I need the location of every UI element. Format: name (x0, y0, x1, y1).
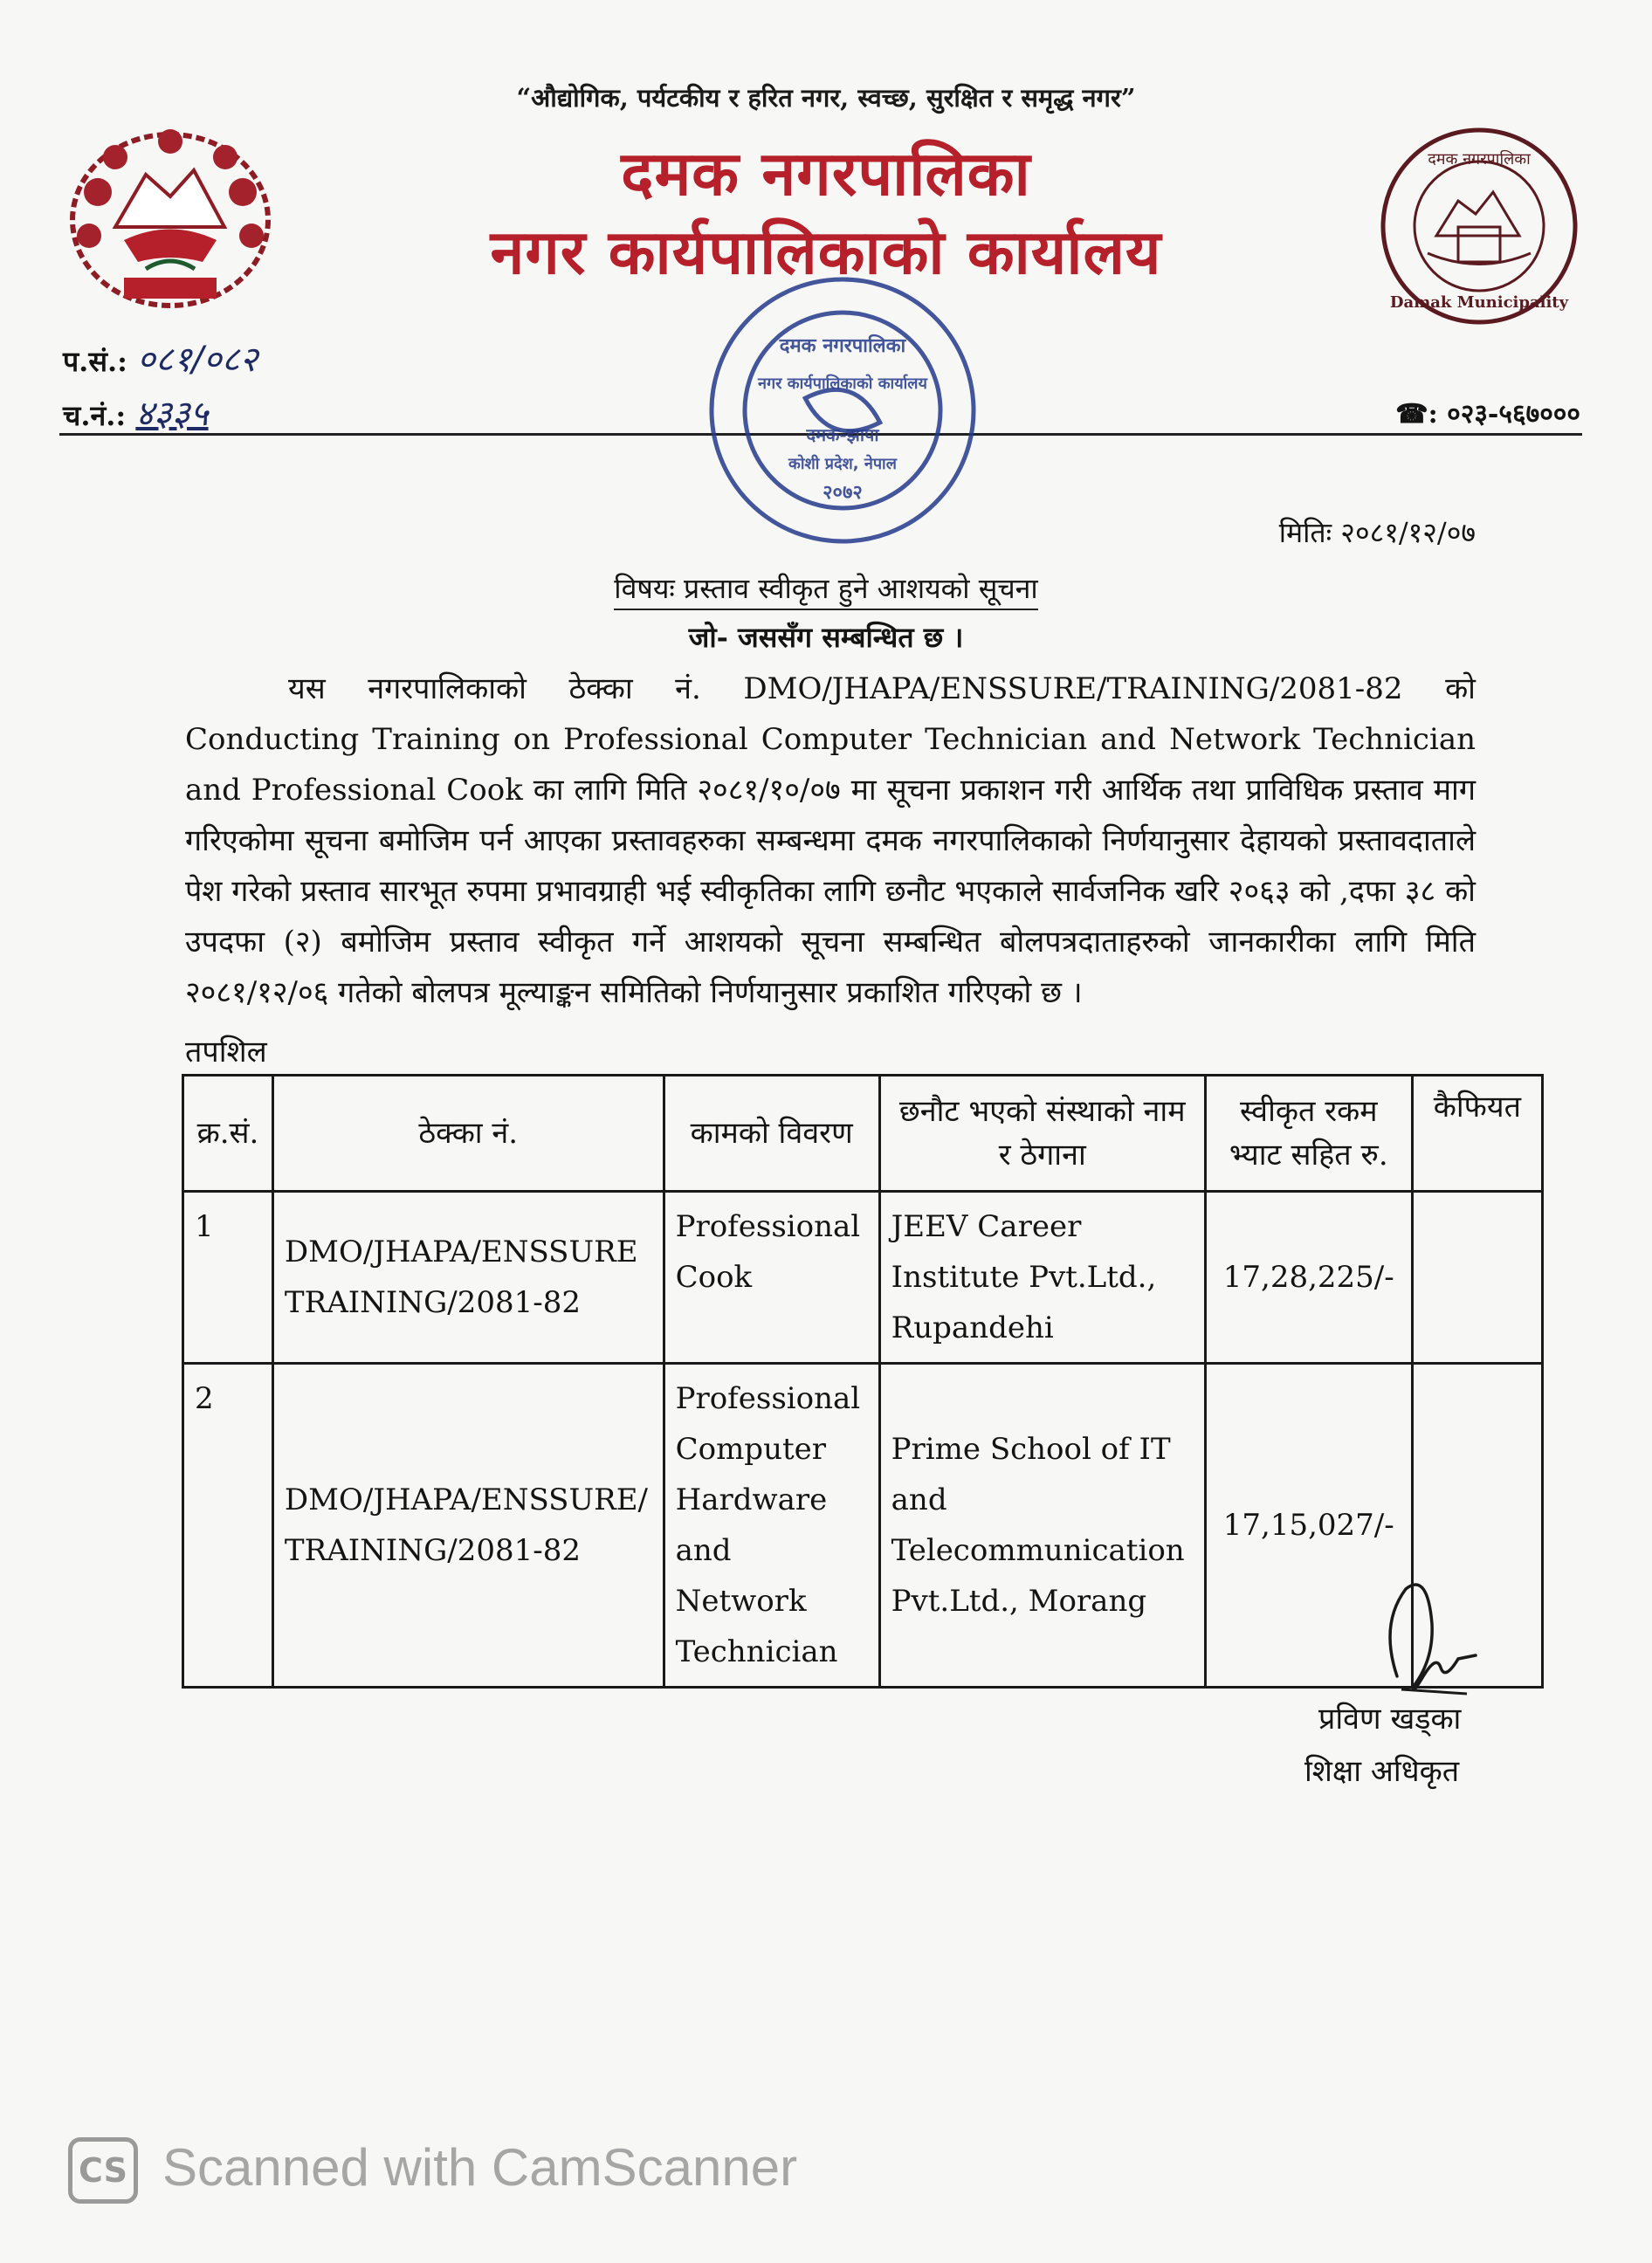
damak-municipality-seal-icon (1375, 122, 1583, 330)
cell-contract-number: DMO/JHAPA/ENSSURE/ TRAINING/2081-82 (272, 1364, 664, 1688)
cell-work-description: Professional Cook (664, 1192, 879, 1364)
stamp-line-2: नगर कार्यपालिकाको कार्यालय (758, 375, 927, 393)
office-phone: ☎: ०२३-५६७००० (1395, 399, 1580, 430)
seal-text-bottom: Damak Municipality (1389, 293, 1569, 312)
reference-number (63, 334, 258, 382)
header-contract-number: ठेक्का नं. (272, 1076, 664, 1192)
signatory-title: शिक्षा अधिकृत (1304, 1754, 1460, 1789)
cell-remarks (1412, 1192, 1542, 1364)
stamp-line-1: दमक नगरपालिका (779, 335, 906, 357)
notice-audience: जो- जससँग सम्बन्धित छ । (688, 621, 964, 654)
dispatch-label: च.नं.: (63, 399, 127, 432)
signatory-name: प्रविण खड्का (1318, 1702, 1462, 1737)
cell-selected-organization: JEEV Career Institute Pvt.Ltd., Rupandehi (879, 1192, 1205, 1364)
table-header-row (183, 1076, 1543, 1192)
office-stamp-icon (699, 266, 987, 554)
reference-value: ०८१/०८२ (137, 340, 258, 380)
seal-text-top: दमक नगरपालिका (1428, 150, 1531, 169)
cell-approved-amount: 17,28,225/- (1205, 1192, 1412, 1364)
table-row (183, 1364, 1543, 1688)
header-serial-number: क्र.सं. (183, 1076, 273, 1192)
stamp-line-3: दमक-झापा (806, 424, 879, 445)
stamp-line-5: २०७२ (823, 482, 863, 504)
cell-approved-amount: 17,15,027/- (1205, 1364, 1412, 1688)
office-name: दमक नगरपालिका (621, 138, 1031, 210)
notice-body-text: यस नगरपालिकाको ठेक्का नं. DMO/JHAPA/ENSSURE/TRAINING/2081-82 को Conducting Training on Professional Computer Technician and Network Technician and Professional Cook का लागि मिति २०८१/१०/०७ मा सूचना प्रकाशन गरी आर्थिक तथा प्राविधिक प्रस्ताव माग गरिएकोमा सूचना बमोजिम पर्न आएका प्रस्तावहरुका सम्बन्धमा दमक नगरपालिकाको निर्णयानुसार देहायको प्रस्तावदाताले पेश गरेको प्रस्ताव सारभूत रुपमा प्रभावग्राही भई स्वीकृतिका लागि छनौट भएकाले सार्वजनिक खरि २०६३ को ,दफा ३८ को उपदफा (२) बमोजिम प्रस्ताव स्वीकृत गर्ने आशयको सूचना सम्बन्धित बोलपत्रदाताहरुको जानकारीका लागि मिति २०८१/१२/०६ गतेको बोलपत्र मूल्याङ्कन समितिको निर्णयानुसार प्रकाशित गरिएको छ । (185, 671, 1476, 1010)
reference-label: प.सं.: (63, 345, 127, 378)
notice-date: मितिः २०८१/१२/०७ (1278, 516, 1476, 549)
notice-subject (0, 569, 1652, 607)
signature-icon (1362, 1572, 1484, 1711)
header-remarks: कैफियत (1412, 1076, 1542, 1192)
header-approved-amount: स्वीकृत रकम भ्याट सहित रु. (1205, 1076, 1412, 1192)
dispatch-value: ४३३५ (135, 394, 209, 434)
municipal-motto: “औद्योगिक, पर्यटकीय र हरित नगर, स्वच्छ, सुरक्षित र समृद्ध नगर” (516, 83, 1136, 113)
header-selected-organization: छनौट भएको संस्थाको नाम र ठेगाना (879, 1076, 1205, 1192)
cell-contract-number: DMO/JHAPA/ENSSURE TRAINING/2081-82 (272, 1192, 664, 1364)
subject-text: विषयः प्रस्ताव स्वीकृत हुने आशयको सूचना (614, 572, 1037, 610)
details-label: तपशिल (185, 1035, 267, 1070)
office-subtitle: नगर कार्यपालिकाको कार्यालय (490, 217, 1162, 288)
cell-selected-organization: Prime School of IT and Telecommunication Pvt.Ltd., Morang (879, 1364, 1205, 1688)
cell-serial-number: 1 (183, 1192, 273, 1364)
award-table (182, 1074, 1544, 1689)
header-work-description: कामको विवरण (664, 1076, 879, 1192)
camscanner-logo-icon: CS (68, 2137, 138, 2204)
cell-serial-number: 2 (183, 1364, 273, 1688)
dispatch-number (63, 388, 209, 436)
stamp-line-4: कोशी प्रदेश, नेपाल (788, 455, 897, 473)
notice-body (185, 664, 1476, 1018)
cell-work-description: Professional Computer Hardware and Network Technician (664, 1364, 879, 1688)
camscanner-watermark: Scanned with CamScanner (162, 2138, 798, 2197)
table-row (183, 1192, 1543, 1364)
nepal-emblem-icon (63, 122, 278, 323)
